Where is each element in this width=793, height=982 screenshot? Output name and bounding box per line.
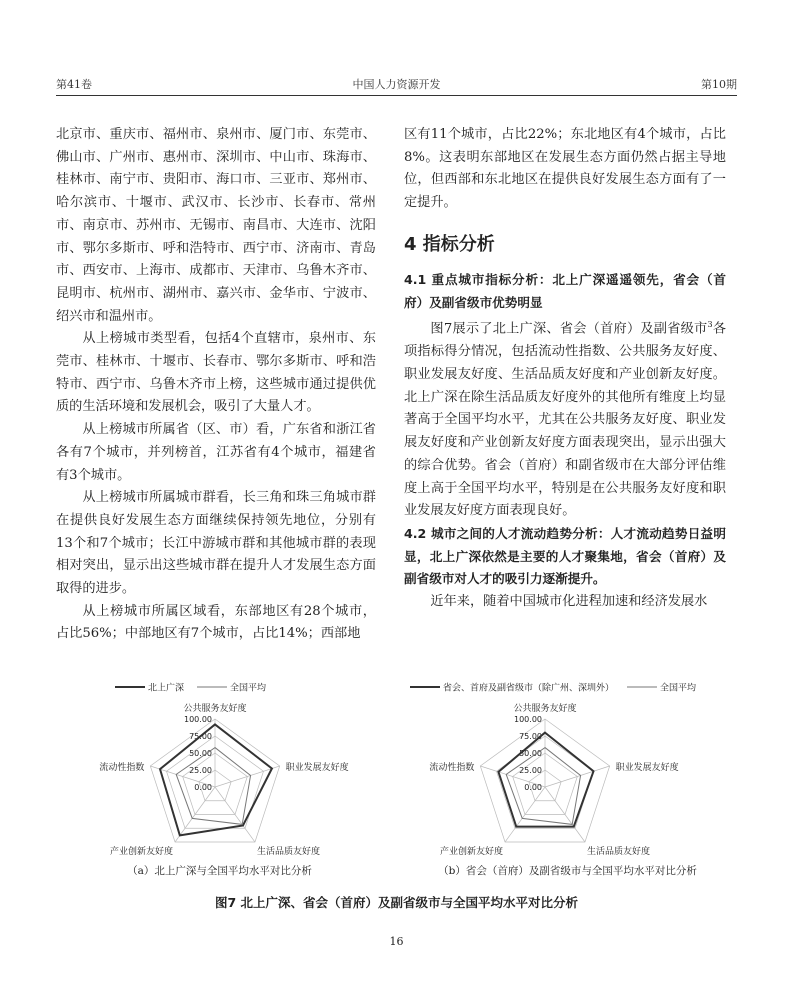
series-polygon bbox=[176, 748, 250, 825]
axis-label: 生活品质友好度 bbox=[256, 847, 320, 858]
tick-label: 0.00 bbox=[194, 783, 212, 792]
paragraph: 区有11个城市，占比22%；东北地区有4个城市，占比8%。这表明东部地区在发展生态方面仍然占据主导地位，但西部和东北地区在提供良好发展生态方面有了一定提升。 bbox=[404, 127, 726, 211]
axis-label: 产业创新友好度 bbox=[110, 847, 174, 858]
paragraph: 从上榜城市所属省（区、市）看，广东省和浙江省各有7个城市，并列榜首，江苏省有4个城市，福建省有3个城市。 bbox=[56, 422, 376, 483]
series-polygon bbox=[498, 733, 593, 827]
series-polygon bbox=[506, 748, 580, 825]
left-column bbox=[56, 124, 376, 646]
running-header bbox=[56, 76, 737, 92]
section-title: 4 指标分析 bbox=[404, 233, 495, 255]
subfigure-caption-a: （a）北上广深与全国平均水平对比分析 bbox=[127, 865, 312, 877]
axis-spoke bbox=[215, 766, 280, 787]
paragraph: 从上榜城市类型看，包括4个直辖市，泉州市、东莞市、桂林市、十堰市、长春市、鄂尔多斯市、呼和浩特市、西宁市、乌鲁木齐市上榜，这些城市通过提供优质的生活环境和发展机会，吸引了大量人才。 bbox=[56, 331, 376, 415]
axis-label: 产业创新友好度 bbox=[440, 847, 504, 858]
legend-label: 全国平均 bbox=[230, 683, 267, 694]
volume-label: 第41卷 bbox=[56, 78, 92, 91]
axis-label: 流动性指数 bbox=[99, 762, 145, 773]
figure-caption: 图7 北上广深、省会（首府）及副省级市与全国平均水平对比分析 bbox=[214, 895, 579, 910]
legend-label: 省会、首府及副省级市（除广州、深圳外） bbox=[443, 683, 615, 694]
paragraph: 从上榜城市所属区域看，东部地区有28个城市，占比56%；中部地区有7个城市，占比14%；西部地 bbox=[56, 603, 376, 642]
paragraph-text: 图7展示了北上广深、省会（首府）及副省级市 bbox=[430, 321, 708, 337]
axis-label: 公共服务友好度 bbox=[513, 704, 577, 714]
tick-label: 25.00 bbox=[189, 766, 212, 775]
paragraph: 北京市、重庆市、福州市、泉州市、厦门市、东莞市、佛山市、广州市、惠州市、深圳市、中山市、珠海市、桂林市、南宁市、贵阳市、海口市、三亚市、郑州市、哈尔滨市、十堰市、武汉市、长沙市、长春市、常州市、南京市、苏州市、无锡市、南昌市、大连市、沈阳市、鄂尔多斯市、呼和浩特市、西宁市、济南市、青岛市、西安市、上海市、成都市、天津市、乌鲁木齐市、昆明市、杭州市、湖州市、嘉兴市、金华市、宁波市、绍兴市和温州市。 bbox=[56, 127, 376, 324]
paragraph: 近年来，随着中国城市化进程加速和经济发展水 bbox=[430, 594, 708, 610]
tick-label: 50.00 bbox=[189, 749, 212, 758]
radar-chart-b bbox=[400, 670, 735, 880]
tick-label: 0.00 bbox=[524, 783, 542, 792]
axis-label: 流动性指数 bbox=[429, 762, 475, 773]
axis-label: 职业发展友好度 bbox=[285, 762, 349, 773]
axis-spoke bbox=[545, 766, 610, 787]
paragraph-text: 各项指标得分情况，包括流动性指数、公共服务友好度、职业发展友好度、生活品质友好度和产业创新友好度。北上广深在除生活品质友好度外的其他所有维度上均显著高于全国平均水平，尤其在公共服务友好度、职业发展友好度和产业创新友好度方面表现突出，显示出强大的综合优势。省会（首府）和副省级市在大部分评估维度上高于全国平均水平，特别是在公共服务友好度和职业发展友好度方面表现良好。 bbox=[404, 321, 727, 519]
page-number: 16 bbox=[389, 935, 404, 948]
axis-label: 职业发展友好度 bbox=[615, 762, 679, 773]
radar-chart-a bbox=[70, 670, 405, 880]
series-polygon bbox=[160, 724, 272, 835]
issue-label: 第10期 bbox=[701, 78, 737, 91]
tick-label: 75.00 bbox=[519, 732, 542, 741]
legend-label: 北上广深 bbox=[148, 683, 185, 694]
right-column bbox=[404, 124, 726, 614]
tick-label: 75.00 bbox=[189, 732, 212, 741]
tick-label: 100.00 bbox=[184, 715, 212, 724]
tick-label: 25.00 bbox=[519, 766, 542, 775]
paragraph bbox=[404, 314, 726, 523]
tick-label: 50.00 bbox=[519, 749, 542, 758]
legend-label: 全国平均 bbox=[660, 683, 697, 694]
header-rule bbox=[56, 95, 737, 96]
subsection-title: 4.1 重点城市指标分析：北上广深遥遥领先，省会（首府）及副省级市优势明显 bbox=[404, 271, 726, 310]
footnote-marker: 3 bbox=[707, 320, 713, 330]
journal-title: 中国人力资源开发 bbox=[352, 78, 441, 91]
tick-label: 100.00 bbox=[514, 715, 542, 724]
paragraph: 从上榜城市所属城市群看，长三角和珠三角城市群在提供良好发展生态方面继续保持领先地位，分别有13个和7个城市；长江中游城市群和其他城市群的表现相对突出，显示出这些城市群在提升人才发展生态方面取得的进步。 bbox=[56, 490, 376, 597]
subfigure-caption-b: （b）省会（首府）及副省级市与全国平均水平对比分析 bbox=[438, 865, 697, 877]
axis-label: 生活品质友好度 bbox=[586, 847, 650, 858]
subsection-title: 4.2 城市之间的人才流动趋势分析：人才流动趋势日益明显，北上广深依然是主要的人才聚集地，省会（首府）及副省级市对人才的吸引力逐渐提升。 bbox=[404, 525, 726, 587]
axis-label: 公共服务友好度 bbox=[183, 704, 247, 714]
